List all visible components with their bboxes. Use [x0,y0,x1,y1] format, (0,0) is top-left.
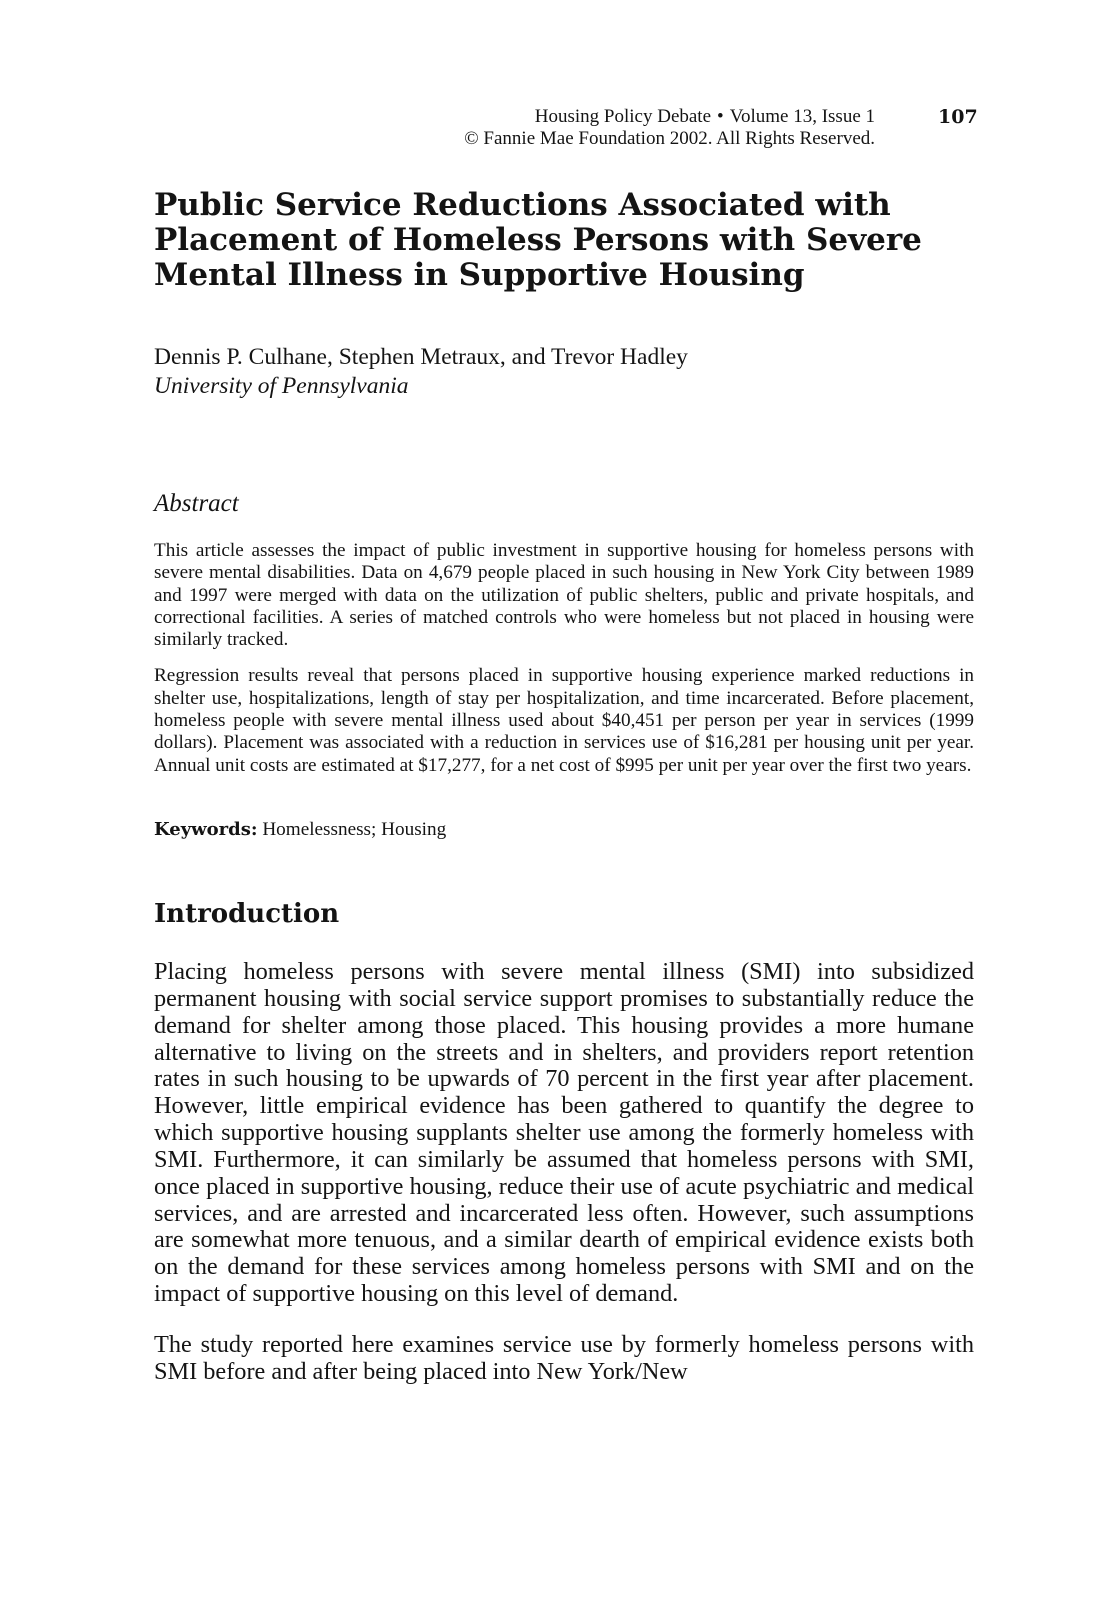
copyright-line: © Fannie Mae Foundation 2002. All Rights Reserved. [464,128,875,149]
abstract-heading: Abstract [154,490,239,517]
keywords-label: Keywords: [154,819,258,840]
introduction-paragraph: The study reported here examines service use by formerly homeless persons with SMI before and after being placed into New York/New [154,1330,974,1385]
abstract-body [154,540,974,791]
introduction-paragraph: Placing homeless persons with severe mental illness (SMI) into subsidized permanent housing with social service support promises to substantially reduce the demand for shelter among those placed. This housing provides a more humane alternative to living on the streets and in shelters, and providers report retention rates in such housing to be upwards of 70 percent in the first year after placement. However, little empirical evidence has been gathered to quantify the degree to which supportive housing supplants shelter use among the formerly homeless with SMI. Furthermore, it can similarly be assumed that homeless persons with SMI, once placed in supportive housing, reduce their use of acute psychiatric and medical services, and are arrested and incarcerated less often. However, such assumptions are somewhat more tenuous, and a similar dearth of empirical evidence exists both on the demand for these services among homeless persons with SMI and on the impact of supportive housing on this level of demand. [154,958,974,1308]
bullet-separator: • [717,106,724,127]
page-number: 107 [938,106,978,128]
title-line: Public Service Reductions Associated with [154,187,891,223]
abstract-paragraph: This article assesses the impact of public investment in supportive housing for homeless persons with severe mental disabilities. Data on 4,679 people placed in such housing in New York City between 1989 and 1997 were merged with data on the utilization of public shelters, public and private hospitals, and correctional facilities. A series of matched controls who were homeless but not placed in housing were similarly tracked. [154,540,974,651]
title-line: Placement of Homeless Persons with Severe [154,222,922,258]
journal-name: Housing Policy Debate [534,106,712,127]
title-line: Mental Illness in Supportive Housing [154,257,805,293]
keywords-line [154,818,446,842]
author-list: Dennis P. Culhane, Stephen Metraux, and Trevor Hadley [154,344,688,370]
journal-line [464,106,875,128]
running-head [464,106,875,150]
keywords-value: Homelessness; Housing [262,819,447,840]
introduction-body [154,959,974,1410]
abstract-paragraph: Regression results reveal that persons placed in supportive housing experience marked reductions in shelter use, hospitalizations, length of stay per hospitalization, and time incarcerated. Before placement, homeless people with severe mental illness used about $40,451 per person per year in services (1999 dollars). Placement was associated with a reduction in services use of $16,281 per housing unit per year. Annual unit costs are estimated at $17,277, for a net cost of $995 per unit per year over the first two years. [154,665,974,776]
author-affiliation: University of Pennsylvania [154,373,409,399]
volume-issue: Volume 13, Issue 1 [729,106,875,127]
article-title [154,188,974,293]
introduction-heading: Introduction [154,899,340,929]
